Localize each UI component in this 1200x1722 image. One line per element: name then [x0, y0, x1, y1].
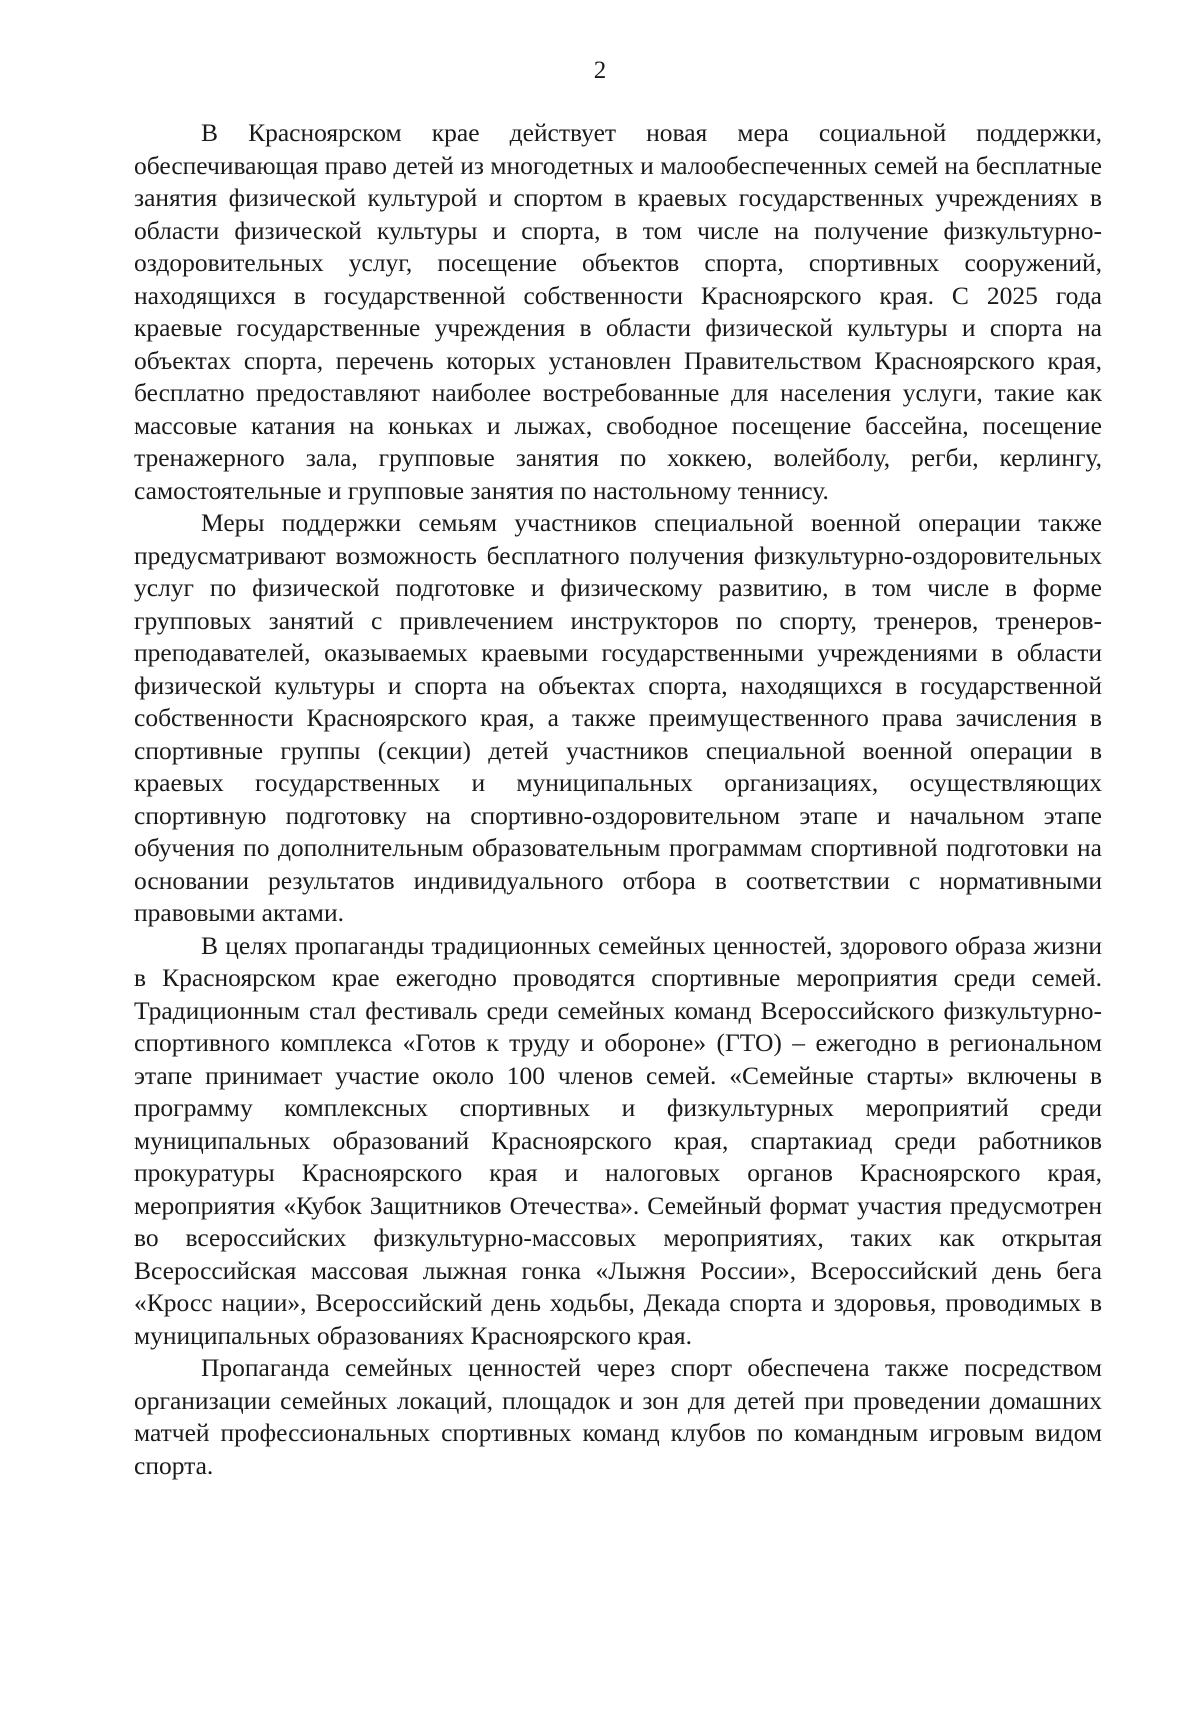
page-number: 2	[593, 57, 607, 84]
paragraph: Меры поддержки семьям участников специальной военной операции также предусматривают возможность бесплатного получения физкультурно-оздоровительных услуг по физической подготовке и физическому развитию, в том числе в форме групповых занятий с привлечением инструкторов по спорту, тренеров, тренеров-преподавателей, оказываемых краевыми государственными учреждениями в области физической культуры и спорта на объектах спорта, находящихся в государственной собственности Красноярского края, а также преимущественного права зачисления в спортивные группы (секции) детей участников специальной военной операции в краевых государственных и муниципальных организациях, осуществляющих спортивную подготовку на спортивно-оздоровительном этапе и начальном этапе обучения по дополнительным образовательным программам спортивной подготовки на основании результатов индивидуального отбора в соответствии с нормативными правовыми актами.	[134, 508, 1102, 927]
paragraph: В Красноярском крае действует новая мера социальной поддержки, обеспечивающая право детей из многодетных и малообеспеченных семей на бесплатные занятия физической культурой и спортом в краевых государственных учреждениях в области физической культуры и спорта, в том числе на получение физкультурно-оздоровительных услуг, посещение объектов спорта, спортивных сооружений, находящихся в государственной собственности Красноярского края. С 2025 года краевые государственные учреждения в области физической культуры и спорта на объектах спорта, перечень которых установлен Правительством Красноярского края, бесплатно предоставляют наиболее востребованные для населения услуги, такие как массовые катания на коньках и лыжах, свободное посещение бассейна, посещение тренажерного зала, групповые занятия по хоккею, волейболу, регби, керлингу, самостоятельные и групповые занятия по настольному теннису.	[134, 118, 1102, 505]
paragraph: Пропаганда семейных ценностей через спорт обеспечена также посредством организации семейных локаций, площадок и зон для детей при проведении домашних матчей профессиональных спортивных команд клубов по командным игровым видом спорта.	[134, 1353, 1102, 1480]
paragraph: В целях пропаганды традиционных семейных ценностей, здорового образа жизни в Красноярском крае ежегодно проводятся спортивные мероприятия среди семей. Традиционным стал фестиваль среди семейных команд Всероссийского физкультурно-спортивного комплекса «Готов к труду и обороне» (ГТО) – ежегодно в региональном этапе принимает участие около 100 членов семей. «Семейные старты» включены в программу комплексных спортивных и физкультурных мероприятий среди муниципальных образований Красноярского края, спартакиад среди работников прокуратуры Красноярского края и налоговых органов Красноярского края, мероприятия «Кубок Защитников Отечества». Семейный формат участия предусмотрен во всероссийских физкультурно-массовых мероприятиях, таких как открытая Всероссийская массовая лыжная гонка «Лыжня России», Всероссийский день бега «Кросс нации», Всероссийский день ходьбы, Декада спорта и здоровья, проводимых в муниципальных образованиях Красноярского края.	[134, 930, 1102, 1350]
document-body	[134, 117, 1102, 1482]
